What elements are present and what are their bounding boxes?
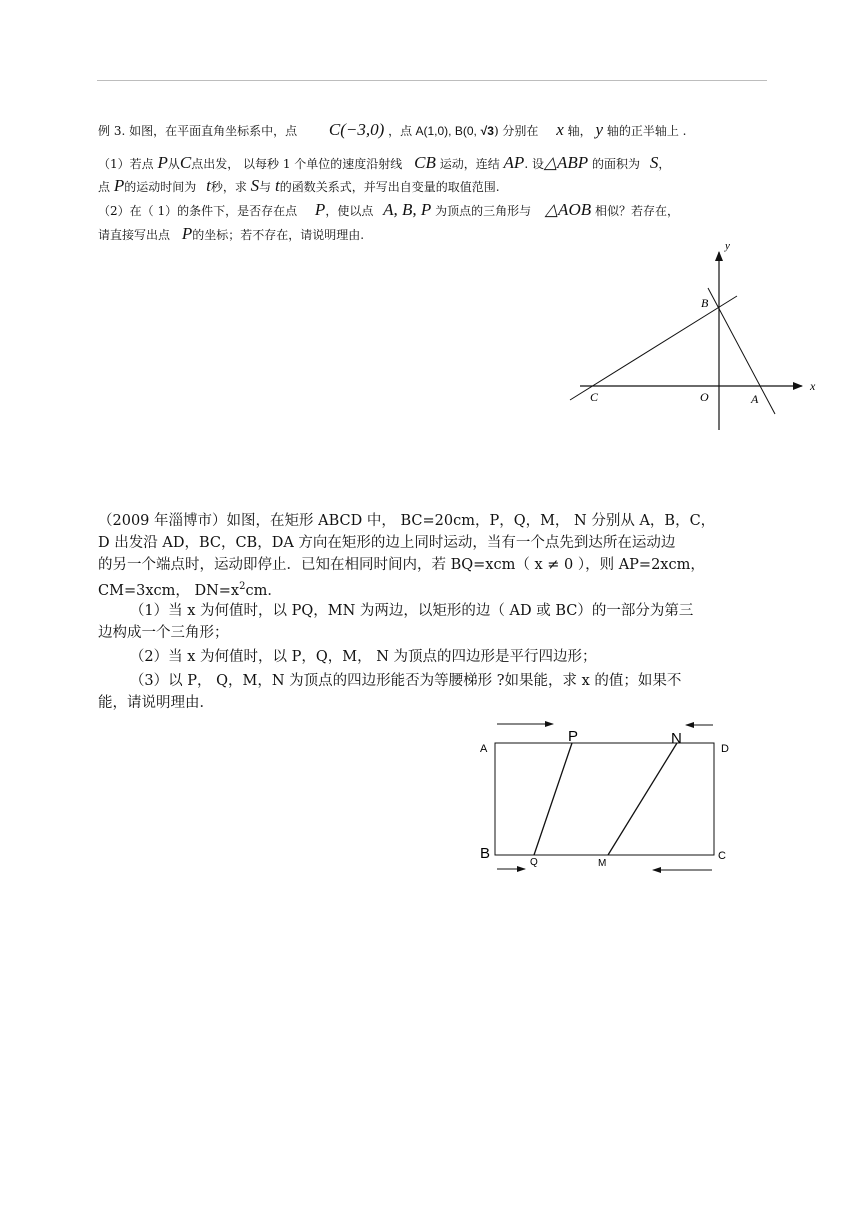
triangle-aob: △AOB — [544, 200, 592, 219]
header-rule — [97, 80, 767, 81]
text: 点出发， 以每秒 1 个单位的速度沿射线 — [191, 157, 403, 171]
var-t: t — [206, 176, 211, 195]
text: 与 — [259, 180, 272, 194]
ex3-line-1 — [98, 122, 687, 139]
line-cb — [570, 296, 737, 400]
label-a: A — [480, 743, 488, 755]
text: ，点 A(1,0), B(0, — [388, 124, 477, 138]
ex3-line-5 — [98, 226, 364, 243]
text: 相似？若存在， — [594, 204, 679, 218]
var-p: P — [181, 224, 193, 243]
zibo-q3-line-2: 能，请说明理由． — [98, 695, 214, 711]
var-s: S — [250, 176, 260, 195]
var-t: t — [275, 176, 280, 195]
coordinate-figure — [560, 238, 830, 438]
sqrt3: √3 — [480, 124, 494, 138]
label-x: x — [810, 379, 816, 393]
segment-nm — [608, 743, 677, 855]
label-c: C — [590, 390, 599, 404]
var-x: x — [556, 120, 564, 139]
var-y: y — [595, 120, 604, 139]
text: . 设 — [524, 157, 544, 171]
zibo-line-3: 的另一个端点时，运动即停止．已知在相同时间内，若 BQ=xcm（ x ≠ 0 ），则 AP=2xcm， — [98, 557, 705, 573]
text: 轴的正半轴上 . — [606, 124, 687, 138]
zibo-q1-line-1: （1）当 x 为何值时，以 PQ，MN 为两边，以矩形的边（ AD 或 BC）的一部分为第三 — [129, 603, 694, 619]
label-b: B — [480, 845, 491, 862]
triangle-abp: △ABP — [543, 153, 589, 172]
ex3-line-4 — [98, 202, 679, 219]
label-q: Q — [530, 857, 538, 868]
rectangle-abcd — [495, 743, 714, 855]
zibo-q1-line-2: 边构成一个三角形； — [98, 625, 229, 641]
ex3-line-3 — [98, 178, 500, 195]
label-a: A — [751, 392, 759, 406]
ex3-line-2 — [98, 155, 670, 172]
zibo-line-4 — [98, 576, 282, 602]
text: cm． — [245, 582, 282, 599]
label-b: B — [701, 296, 709, 310]
ray-cb: CB — [414, 153, 436, 172]
var-c: C — [179, 153, 192, 172]
var-p: P — [113, 176, 125, 195]
zibo-line-2: D 出发沿 AD，BC，CB，DA 方向在矩形的边上同时运动，当有一个点先到达所在运动边 — [98, 535, 676, 551]
text: 秒，求 — [210, 180, 247, 194]
text: （2）在（ 1）的条件下，是否存在点 — [98, 204, 298, 218]
label-c: C — [718, 850, 726, 862]
text: 点 — [98, 180, 111, 194]
text: CM=3xcm， DN=x — [98, 582, 240, 599]
text: ) 分别在 — [493, 124, 539, 138]
zibo-q3-line-1: （3）以 P， Q，M，N 为顶点的四边形能否为等腰梯形 ?如果能，求 x 的值；如果不 — [129, 673, 682, 689]
label-m: M — [598, 858, 607, 869]
label-d: D — [721, 743, 729, 755]
var-s: S — [649, 153, 659, 172]
text: 的运动时间为 — [124, 180, 197, 194]
text: ， — [658, 157, 671, 171]
text: 的函数关系式，并写出自变量的取值范围. — [279, 180, 500, 194]
label-p: P — [568, 728, 579, 745]
zibo-line-1: （2009 年淄博市）如图，在矩形 ABCD 中， BC=20cm，P，Q，M， N 分别从 A，B，C， — [98, 513, 716, 529]
text: 轴， — [567, 124, 592, 138]
text: ，使以点 — [325, 204, 374, 218]
segment-pq — [534, 743, 572, 855]
label-y: y — [725, 240, 730, 252]
segment-ap: AP — [503, 153, 525, 172]
var-p: P — [314, 200, 326, 219]
text: 的坐标；若不存在，请说明理由. — [192, 228, 365, 242]
text: 例 3. 如图，在平面直角坐标系中，点 — [98, 124, 298, 138]
superscript: 2 — [239, 581, 246, 592]
rectangle-figure — [475, 715, 745, 885]
text: （1）若点 — [98, 157, 154, 171]
text: 请直接写出点 — [98, 228, 171, 242]
text: 为顶点的三角形与 — [435, 204, 532, 218]
text: 运动，连结 — [439, 157, 500, 171]
text: 的面积为 — [592, 157, 641, 171]
label-o: O — [700, 390, 709, 404]
line-ab — [708, 288, 775, 414]
point-c-coord: C(−3,0) — [328, 120, 385, 139]
zibo-q2: （2）当 x 为何值时，以 P，Q，M， N 为顶点的四边形是平行四边形； — [129, 649, 597, 665]
text: 从 — [167, 157, 180, 171]
points-abp: A, B, P — [383, 200, 432, 219]
label-n: N — [671, 730, 682, 747]
var-p: P — [157, 153, 168, 172]
